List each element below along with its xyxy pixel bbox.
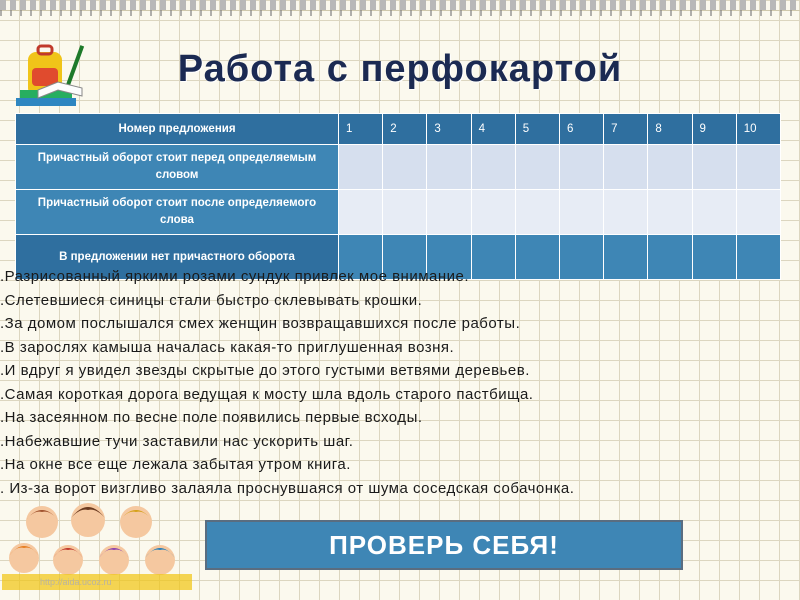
- sentence-item: .На окне все еще лежала забытая утром книга.: [0, 456, 351, 473]
- answer-cell[interactable]: [648, 145, 692, 190]
- sentence-item: .На засеянном по весне поле появились первые всходы.: [0, 409, 423, 426]
- page-title: Работа с перфокартой: [177, 48, 623, 90]
- answer-cell[interactable]: [648, 190, 692, 235]
- answer-cell[interactable]: [427, 190, 471, 235]
- answer-cell[interactable]: [692, 145, 736, 190]
- answer-cell[interactable]: [471, 190, 515, 235]
- sentence-item: .И вдруг я увидел звезды скрытые до этого густыми ветвями деревьев.: [0, 362, 530, 379]
- row-label: Причастный оборот стоит перед определяемым словом: [16, 145, 339, 190]
- answer-cell[interactable]: [339, 190, 383, 235]
- table-header-row: [16, 114, 781, 145]
- row-label: Причастный оборот стоит после определяемого слова: [16, 190, 339, 235]
- notebook-spiral-rings: [0, 10, 800, 16]
- sentence-item: .Слетевшиеся синицы стали быстро склевывать крошки.: [0, 291, 423, 309]
- check-yourself-button[interactable]: ПРОВЕРЬ СЕБЯ!: [205, 520, 683, 570]
- answer-cell[interactable]: [692, 190, 736, 235]
- column-number: 9: [692, 114, 736, 145]
- answer-cell[interactable]: [736, 190, 780, 235]
- perfocard-table: [15, 113, 781, 280]
- column-number: 3: [427, 114, 471, 145]
- answer-cell[interactable]: [515, 190, 559, 235]
- answer-cell[interactable]: [736, 145, 780, 190]
- column-number: 10: [736, 114, 780, 145]
- sentence-item: . Из-за ворот визгливо залаяла проснувшаяся от шума соседская собачонка.: [0, 479, 575, 497]
- sentence-item: .Разрисованный яркими розами сундук привлек мое внимание.: [0, 268, 470, 285]
- column-number: 7: [604, 114, 648, 145]
- sentence-item: .Набежавшие тучи заставили нас ускорить шаг.: [0, 432, 354, 450]
- column-number: 2: [383, 114, 427, 145]
- answer-cell[interactable]: [383, 145, 427, 190]
- column-number: 1: [339, 114, 383, 145]
- watermark: http://aida.ucoz.ru: [40, 577, 112, 587]
- header-label: Номер предложения: [16, 114, 339, 145]
- answer-cell[interactable]: [604, 145, 648, 190]
- column-number: 5: [515, 114, 559, 145]
- answer-cell[interactable]: [427, 145, 471, 190]
- table-row: [16, 190, 781, 235]
- answer-cell[interactable]: [559, 145, 603, 190]
- column-number: 4: [471, 114, 515, 145]
- sentence-item: .В зарослях камыша началась какая-то приглушенная возня.: [0, 338, 455, 356]
- column-number: 8: [648, 114, 692, 145]
- table-row: [16, 145, 781, 190]
- answer-cell[interactable]: [339, 145, 383, 190]
- row-label: В предложении нет причастного оборота: [16, 235, 339, 280]
- sentence-item: .Самая короткая дорога ведущая к мосту шла вдоль старого пастбища.: [0, 385, 534, 403]
- answer-cell[interactable]: [559, 190, 603, 235]
- sentence-item: .За домом послышался смех женщин возвращавшихся после работы.: [0, 315, 521, 332]
- answer-cell[interactable]: [383, 190, 427, 235]
- answer-cell[interactable]: [471, 145, 515, 190]
- answer-cell[interactable]: [604, 190, 648, 235]
- answer-cell[interactable]: [515, 145, 559, 190]
- column-number: 6: [559, 114, 603, 145]
- sentence-list: [0, 265, 800, 500]
